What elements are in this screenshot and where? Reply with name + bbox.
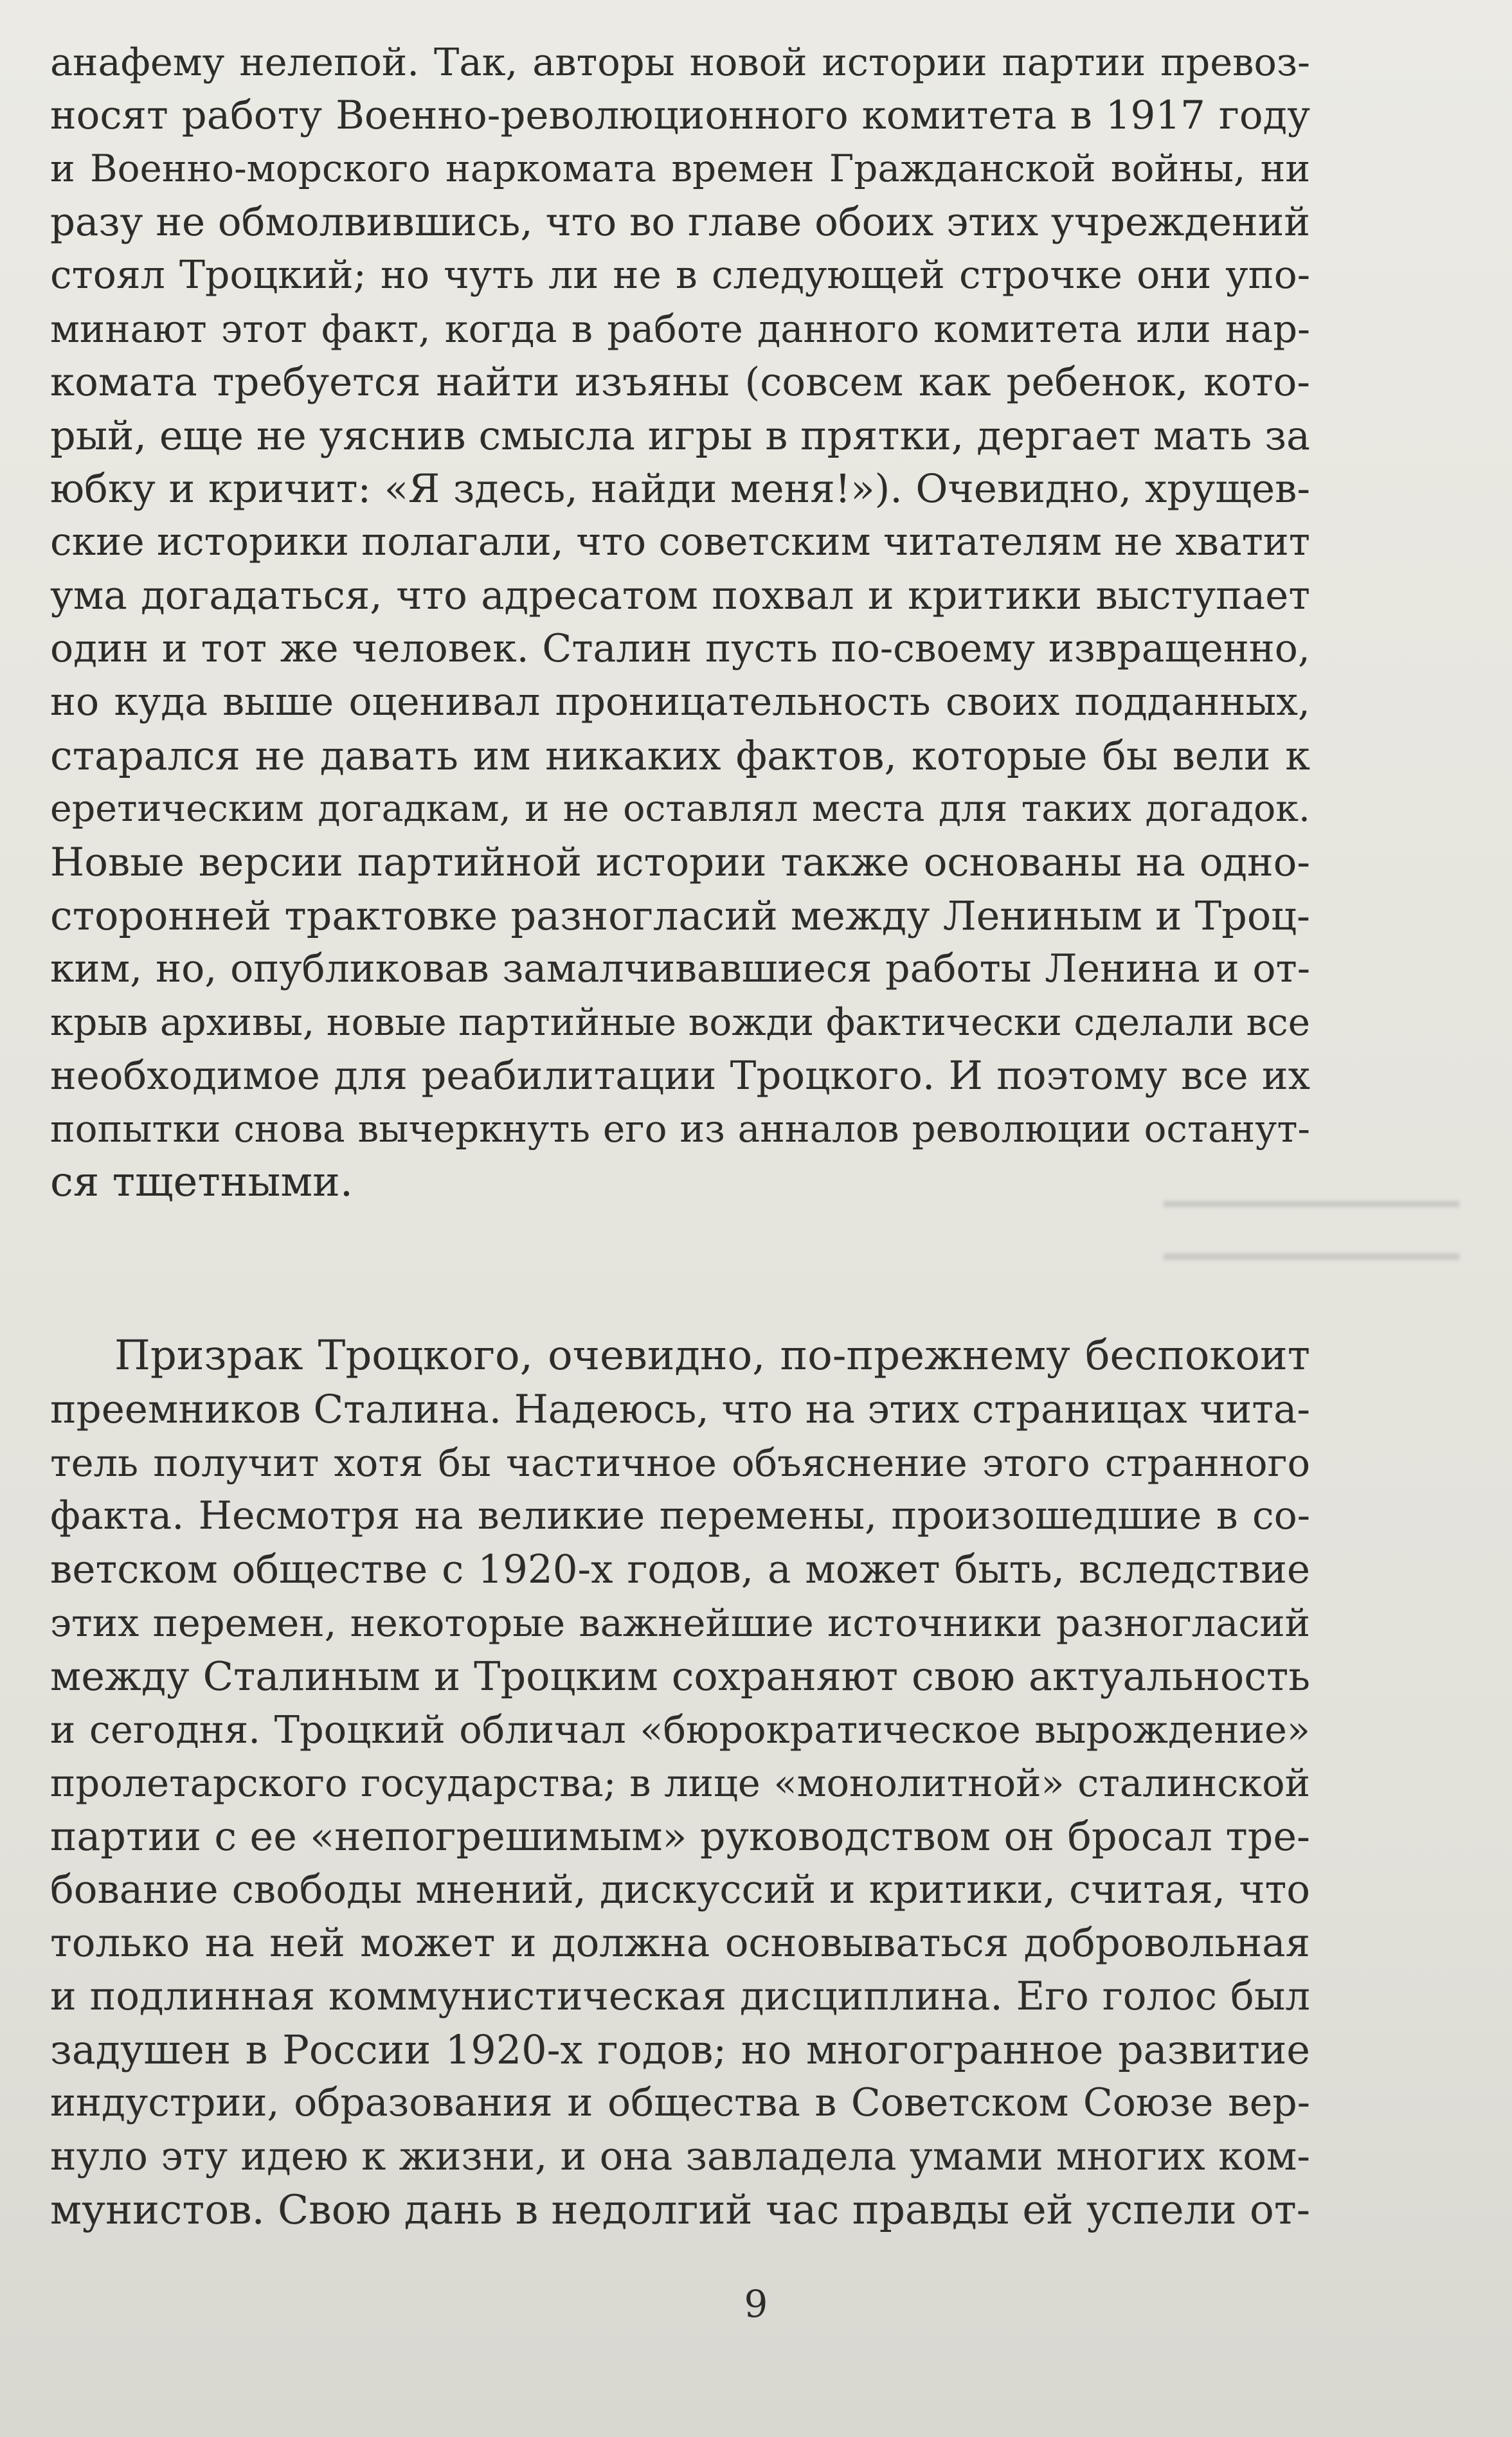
text-line: нуло эту идею к жизни, и она завладела умами многих ком- [50,2134,1310,2179]
text-line: ские историки полагали, что советским читателям не хватит [50,519,1310,564]
text-line: носят работу Военно-революционного комитета в 1917 году [50,93,1310,138]
text-line: ся тщетными. [50,1158,354,1206]
text-line: Призрак Троцкого, очевидно, по-прежнему беспокоит [114,1332,1310,1380]
text-line: тель получит хотя бы частичное объяснение этого странного [50,1441,1310,1485]
paragraph-1 [50,35,1310,1209]
text-line: необходимое для реабилитации Троцкого. И поэтому все их [50,1053,1310,1099]
text-line: сторонней трактовке разногласий между Лениным и Троц- [50,892,1310,939]
page-number: 9 [744,2282,768,2326]
text-line: попытки снова вычеркнуть его из анналов революции останут- [50,1107,1310,1151]
text-line: между Сталиным и Троцким сохраняют свою актуальность [50,1653,1310,1700]
text-line: старался не давать им никаких фактов, которые бы вели к [50,732,1310,779]
text-line: бование свободы мнений, дискуссий и критики, считая, что [50,1867,1310,1912]
text-line: крыв архивы, новые партийные вожди фактически сделали все [50,1000,1310,1044]
text-line: этих перемен, некоторые важнейшие источники разногласий [50,1601,1310,1645]
text-line: ким, но, опубликовав замалчивавшиеся работы Ленина и от- [50,946,1310,991]
text-line: факта. Несмотря на великие перемены, произошедшие в со- [50,1493,1310,1538]
text-line: один и тот же человек. Сталин пусть по-своему извращенно, [50,626,1310,671]
text-line: мунистов. Свою дань в недолгий час правды ей успели от- [50,2186,1310,2233]
text-line: ума догадаться, что адресатом похвал и критики выступает [50,573,1310,618]
text-line: задушен в России 1920-х годов; но многогранное развитие [50,2026,1310,2073]
text-line: и подлинная коммунистическая дисциплина. Его голос был [50,1974,1310,2019]
text-line: анафему нелепой. Так, авторы новой истории партии превоз- [50,40,1310,84]
text-line: и сегодня. Троцкий обличал «бюрократическое вырождение» [50,1707,1310,1752]
text-line: только на ней может и должна основываться добровольная [50,1920,1310,1966]
text-line: рый, еще не уяснив смысла игры в прятки, дергает мать за [50,412,1310,459]
text-line: Новые версии партийной истории также основаны на одно- [50,840,1310,885]
text-line: ветском обществе с 1920-х годов, а может быть, вследствие [50,1547,1310,1592]
text-line: но куда выше оценивал проницательность своих подданных, [50,679,1310,724]
text-line: партии с ее «непогрешимым» руководством он бросал тре- [50,1813,1310,1860]
text-line: разу не обмолвившись, что во главе обоих этих учреждений [50,199,1310,245]
text-line: минают этот факт, когда в работе данного комитета или нар- [50,307,1310,351]
text-line: и Военно-морского наркомата времен Гражданской войны, ни [50,147,1310,190]
paragraph-2 [50,1329,1310,2236]
text-line: еретическим догадкам, и не оставлял места для таких догадок. [50,787,1310,830]
text-line: пролетарского государства; в лице «монолитной» сталинской [50,1761,1310,1805]
text-line: индустрии, образования и общества в Советском Союзе вер- [50,2080,1310,2125]
text-line: преемников Сталина. Надеюсь, что на этих страницах чита- [50,1387,1310,1432]
text-line: стоял Троцкий; но чуть ли не в следующей строчке они упо- [50,253,1310,298]
text-line: юбку и кричит: «Я здесь, найди меня!»). Очевидно, хрущев- [50,466,1310,512]
text-line: комата требуется найти изъяны (совсем как ребенок, кото- [50,359,1310,405]
